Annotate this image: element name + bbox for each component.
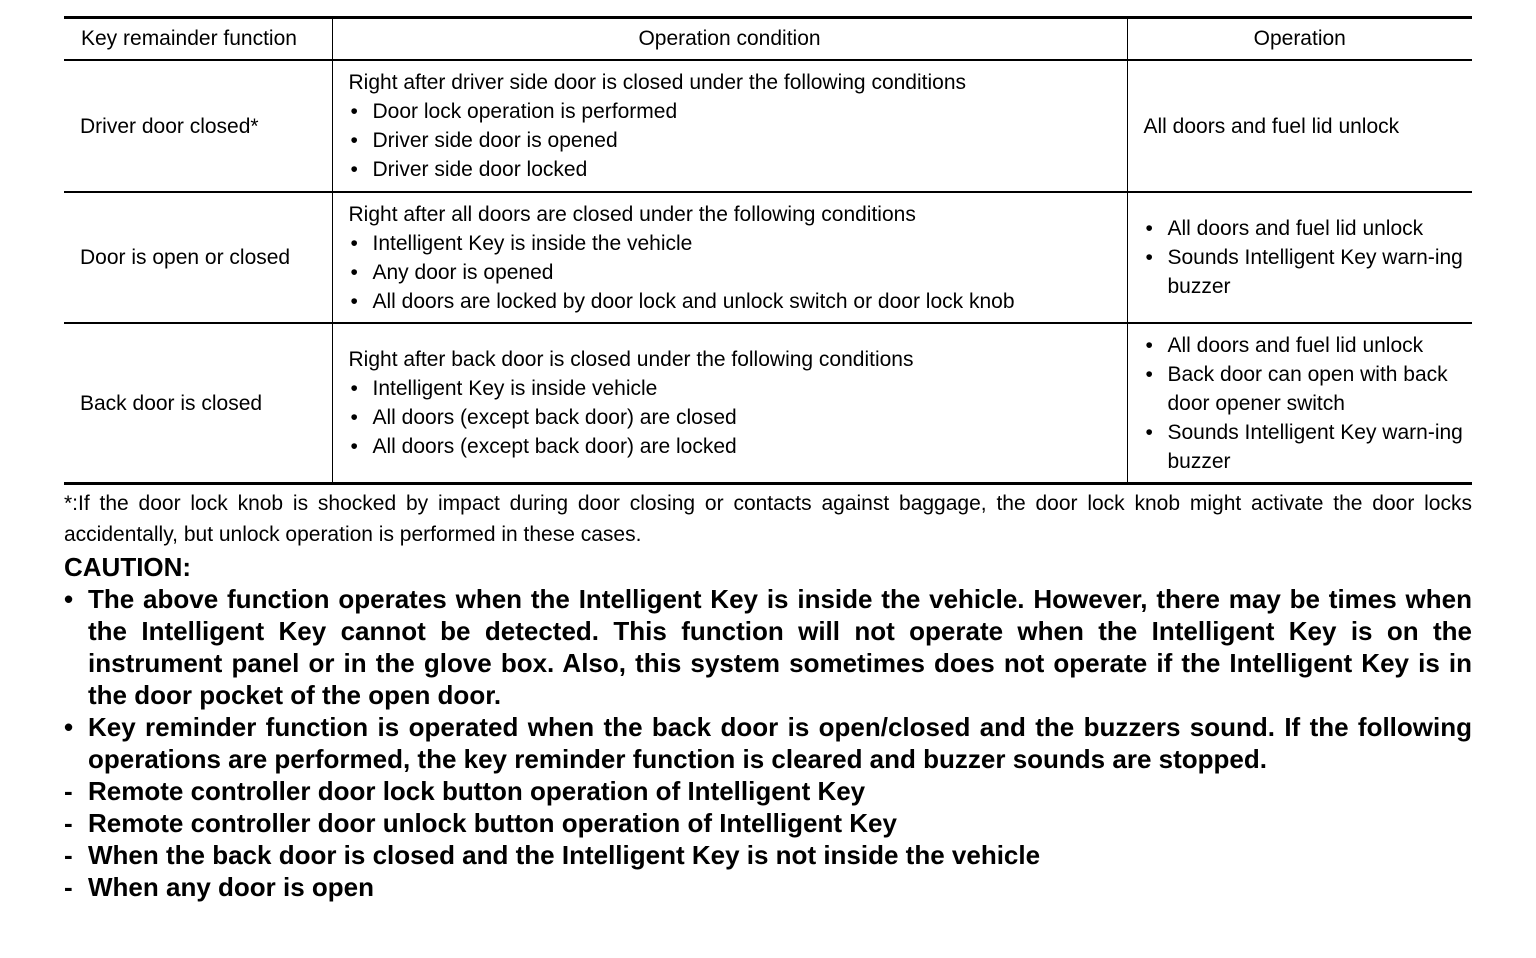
table-row [64,60,1472,192]
operation-item: • All doors and fuel lid unlock [1144,331,1465,360]
operation-item: • Back door can open with back door opener switch [1144,360,1465,418]
operation-item: • All doors and fuel lid unlock [1144,214,1465,243]
caution-dash-text: When the back door is closed and the Intelligent Key is not inside the vehicle [88,840,1041,870]
bullet-marker: • [64,712,74,742]
table-footnote: *:If the door lock knob is shocked by impact during door closing or contacts against baggage, the door lock knob might activate the door locks accidentally, but unlock operation is performed in these cases. [64,492,1472,546]
operation-cell [1127,323,1472,484]
function-cell: Door is open or closed [64,192,332,323]
document [64,16,1472,903]
bullet-marker: • [64,584,74,614]
caution-dash-item [64,775,1472,807]
condition-item: • Any door is opened [349,258,1119,287]
condition-item: • All doors (except back door) are locked [349,432,1119,461]
caution-dash-text: Remote controller door unlock button operation of Intelligent Key [88,808,897,838]
condition-cell [332,60,1127,192]
condition-intro: Right after back door is closed under the following conditions [348,348,914,371]
dash-marker: - [64,808,73,838]
operation-list [1144,331,1465,476]
table-row [64,323,1472,484]
condition-list [349,374,1119,461]
operation-list [1144,214,1465,301]
caution-dash-item [64,839,1472,871]
operation-item: • Sounds Intelligent Key warn-ing buzzer [1144,418,1465,476]
condition-list [349,97,1119,184]
table-row [64,192,1472,323]
key-reminder-table [64,16,1472,485]
caution-dash-text: Remote controller door lock button operation of Intelligent Key [88,776,866,806]
condition-item: • All doors (except back door) are closed [349,403,1119,432]
dash-marker: - [64,872,73,902]
caution-dash-text: When any door is open [88,872,375,902]
operation-item: • Sounds Intelligent Key warn-ing buzzer [1144,243,1465,301]
dash-marker: - [64,840,73,870]
caution-title: CAUTION: [64,552,192,582]
condition-item: • Driver side door is opened [349,126,1119,155]
caution-bullet [64,711,1472,775]
condition-item: • Intelligent Key is inside the vehicle [349,229,1119,258]
table-header-row [64,18,1472,61]
condition-cell [332,323,1127,484]
operation-cell: All doors and fuel lid unlock [1127,60,1472,192]
header-operation: Operation [1127,18,1472,61]
caution-dash-item [64,871,1472,903]
condition-intro: Right after driver side door is closed under the following conditions [348,71,967,94]
caution-bullet [64,583,1472,711]
function-cell: Back door is closed [80,391,263,415]
caution-dash-item [64,807,1472,839]
caution-bullet-text: The above function operates when the Intelligent Key is inside the vehicle. However, there may be times when the Intelligent Key cannot be detected. This function will not operate when the Intelligent Key is on the instrument panel or in the glove box. Also, this system sometimes does not operate if the Intelligent Key is in the door pocket of the open door. [88,584,1472,710]
caution-bullet-text: Key reminder function is operated when the back door is open/closed and the buzzers sound. If the following operations are performed, the key reminder function is cleared and buzzer sounds are stopped. [88,712,1472,774]
condition-intro: Right after all doors are closed under the following conditions [348,202,916,226]
header-function: Key remainder function [64,18,332,61]
condition-item: • Driver side door locked [349,155,1119,184]
condition-list [349,229,1119,316]
condition-item: • Intelligent Key is inside vehicle [349,374,1119,403]
condition-item: • Door lock operation is performed [349,97,1119,126]
header-condition: Operation condition [332,18,1127,61]
condition-cell [332,192,1127,323]
condition-item: • All doors are locked by door lock and unlock switch or door lock knob [349,287,1119,316]
function-cell: Driver door closed* [64,60,332,192]
operation-cell [1127,192,1472,323]
dash-marker: - [64,776,73,806]
